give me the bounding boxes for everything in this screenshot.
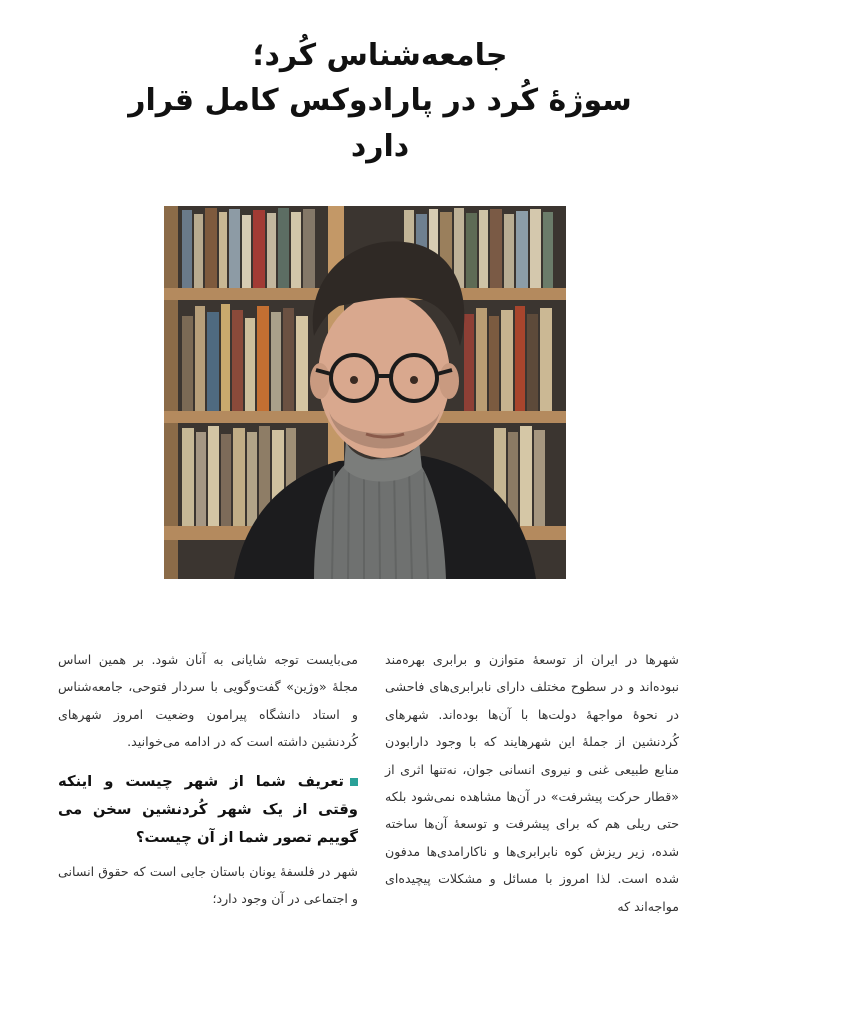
headline-line-1: جامعه‌شناس کُرد؛ [252, 38, 508, 73]
article-column-left [58, 646, 358, 912]
headline-line-2: سوژۀ کُرد در پارادوکس کامل قرار دارد [128, 83, 632, 164]
article-column-right [385, 646, 679, 920]
question-marker-icon [350, 778, 358, 786]
interviewee-photo [164, 206, 566, 579]
body-paragraph: شهرها در ایران از توسعۀ متوازن و برابری بهره‌مند نبوده‌اند و در سطوح مختلف دارای نابرابری‌های فاحشی در نحوۀ مواجهۀ دولت‌ها با آن‌ها بوده‌اند. شهرهای کُردنشین از جملۀ این شهرهایند که با وجود دارابودن منابع طبیعی غنی و نیروی انسانی جوان، نه‌تنها اثری از «قطار حرکت پیشرفت» در آن‌ها مشاهده نمی‌شود بلکه حتی ریلی هم که برای پیشرفت و توسعۀ آن‌ها ساخته شده، زیر ریزش کوه نابرابری‌ها و ناکارامدی‌ها مدفون شده است. لذا امروز با مسائل و مشکلات پیچیده‌ای مواجه‌اند که [385, 652, 679, 914]
interview-question [58, 768, 358, 852]
answer-paragraph: شهر در فلسفۀ یونان باستان جایی است که حقوق انسانی و اجتماعی در آن وجود دارد؛ [58, 863, 358, 907]
intro-paragraph: می‌بایست توجه شایانی به آنان شود. بر همین اساس مجلۀ «وژین» گفت‌وگویی با سردار فتوحی، جامعه‌شناس و استاد دانشگاه پیرامون وضعیت امروز شهرهای کُردنشین داشته است که در ادامه می‌خوانید. [58, 652, 358, 750]
question-text: تعریف شما از شهر چیست و اینکه وقتی از یک شهر کُردنشین سخن می گوییم تصور شما از آن چیست؟ [58, 772, 358, 846]
article-headline [100, 34, 660, 170]
